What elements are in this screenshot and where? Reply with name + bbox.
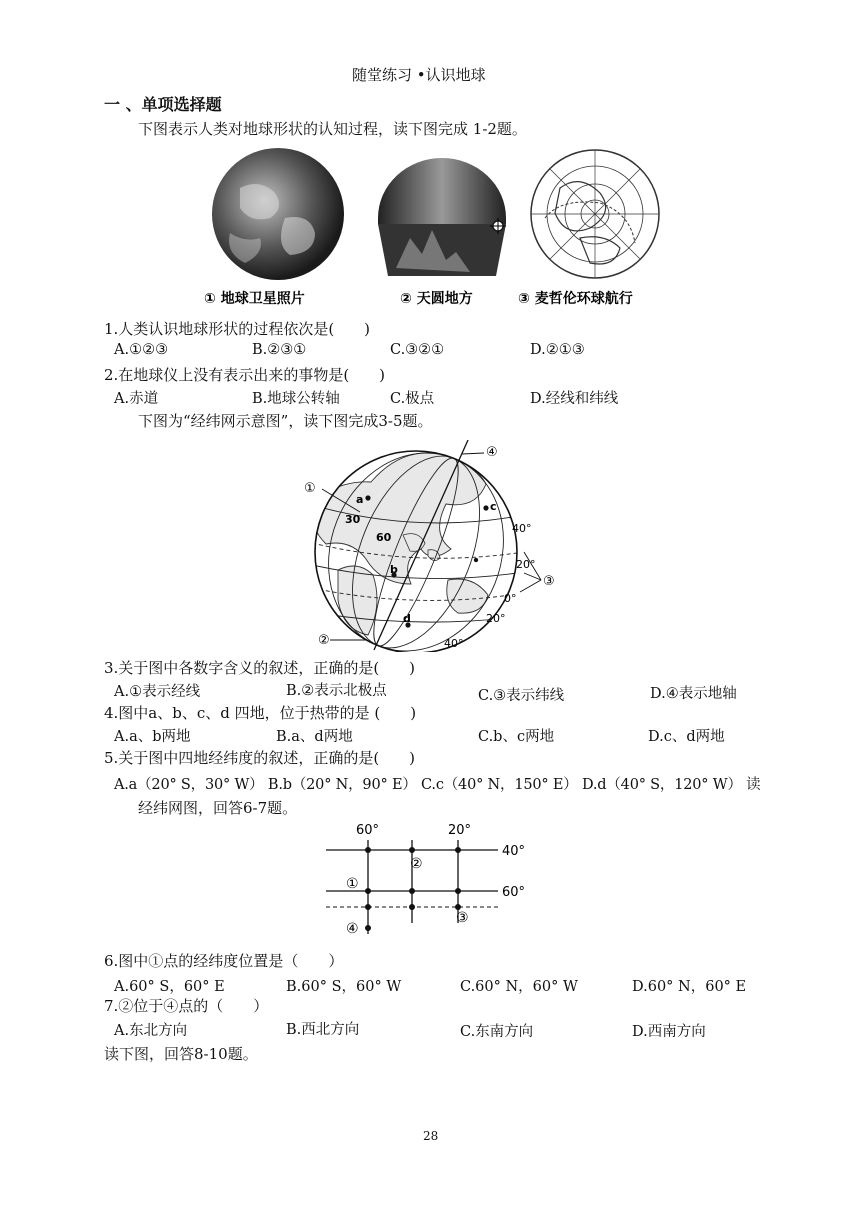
q6-option-d[interactable]: D.60° N，60° E — [632, 979, 747, 995]
globe-label-40n: 40° — [512, 522, 532, 535]
caption-3: ③ 麦哲伦环球航行 — [518, 291, 633, 307]
grid-point-1: ① — [346, 876, 359, 892]
q1-option-b[interactable]: B.②③① — [252, 342, 307, 358]
q2-option-a[interactable]: A.赤道 — [114, 391, 159, 407]
magellan-voyage-map-image — [531, 150, 659, 278]
grid-point-4: ④ — [346, 921, 359, 937]
q1-option-a[interactable]: A.①②③ — [114, 342, 169, 358]
q3-option-c[interactable]: C.③表示纬线 — [478, 688, 565, 704]
q6-stem: 6.图中①点的经纬度位置是（ ） — [104, 952, 344, 970]
globe-graticule-figure — [298, 440, 578, 652]
q7-option-c[interactable]: C.东南方向 — [460, 1024, 534, 1040]
point-c — [483, 505, 488, 510]
q1-option-c[interactable]: C.③②① — [390, 342, 445, 358]
q3-option-d[interactable]: D.④表示地轴 — [650, 686, 737, 702]
q3-option-b[interactable]: B.②表示北极点 — [286, 683, 387, 699]
q6-option-a[interactable]: A.60° S，60° E — [114, 979, 225, 995]
caption-1: ① 地球卫星照片 — [204, 291, 305, 307]
grid-label-lon20: 20° — [448, 823, 472, 838]
globe-label-d: d — [403, 612, 411, 625]
grid-label-lat40: 40° — [502, 844, 526, 859]
q5-continuation: 经纬网图，回答6-7题。 — [138, 799, 298, 817]
globe-label-20s: 20° — [486, 612, 506, 625]
globe-label-1: ① — [304, 481, 316, 496]
q4-stem: 4.图中a、b、c、d 四地，位于热带的是 ( ) — [104, 704, 417, 722]
q7-stem: 7.②位于④点的（ ） — [104, 997, 269, 1015]
q4-option-c[interactable]: C.b、c两地 — [478, 729, 555, 745]
q7-option-b[interactable]: B.西北方向 — [286, 1022, 360, 1038]
q6-option-b[interactable]: B.60° S，60° W — [286, 979, 402, 995]
point-a — [365, 495, 370, 500]
grid-point-2: ② — [410, 856, 423, 872]
q4-option-a[interactable]: A.a、b两地 — [114, 729, 191, 745]
q1-option-d[interactable]: D.②①③ — [530, 342, 585, 358]
lat-long-grid-figure — [322, 818, 532, 942]
caption-2: ② 天圆地方 — [400, 291, 473, 307]
section-heading: 一 、单项选择题 — [104, 95, 222, 114]
globe-label-3: ③ — [543, 574, 555, 589]
earth-shape-figure — [200, 148, 680, 313]
q3-stem: 3.关于图中各数字含义的叙述，正确的是( ) — [104, 659, 416, 677]
q4-option-b[interactable]: B.a、d两地 — [276, 729, 353, 745]
q7-option-a[interactable]: A.东北方向 — [114, 1023, 188, 1039]
q1-stem: 1.人类认识地球形状的过程依次是( ) — [104, 320, 371, 338]
globe-label-b: b — [390, 563, 398, 576]
grid-point-3: ③ — [456, 910, 469, 926]
intro-text-3: 读下图，回答8-10题。 — [104, 1045, 258, 1063]
grid-label-lon60: 60° — [356, 823, 380, 838]
page-number: 28 — [423, 1129, 439, 1143]
page-title: 随堂练习 •认识地球 — [352, 66, 486, 84]
q2-stem: 2.在地球仪上没有表示出来的事物是( ) — [104, 366, 386, 384]
globe-label-0: 0° — [504, 592, 517, 605]
globe-label-a: a — [356, 493, 364, 506]
globe-label-30: 30 — [345, 513, 361, 526]
globe-label-c: c — [490, 500, 497, 513]
grid-label-lat60: 60° — [502, 885, 526, 900]
q6-option-c[interactable]: C.60° N，60° W — [460, 979, 578, 995]
q2-option-c[interactable]: C.极点 — [390, 391, 435, 407]
intro-text-1: 下图表示人类对地球形状的认知过程，读下图完成 1-2题。 — [138, 120, 527, 138]
globe-label-4: ④ — [486, 445, 498, 460]
globe-label-2: ② — [318, 633, 330, 648]
q5-options[interactable]: A.a（20° S，30° W） B.b（20° N，90° E） C.c（40° N，150° E） D.d（40° S，120° W） 读 — [114, 777, 761, 793]
q7-option-d[interactable]: D.西南方向 — [632, 1024, 706, 1040]
q2-option-b[interactable]: B.地球公转轴 — [252, 391, 340, 407]
satellite-earth-image — [212, 148, 344, 280]
q2-option-d[interactable]: D.经线和纬线 — [530, 391, 619, 407]
intro-text-2: 下图为“经纬网示意图”，读下图完成3-5题。 — [138, 412, 433, 430]
q3-option-a[interactable]: A.①表示经线 — [114, 684, 201, 700]
q5-stem: 5.关于图中四地经纬度的叙述，正确的是( ) — [104, 749, 416, 767]
q4-option-d[interactable]: D.c、d两地 — [648, 729, 725, 745]
globe-label-60: 60 — [376, 531, 392, 544]
globe-label-20n: 20° — [516, 558, 536, 571]
round-sky-square-earth-image — [378, 158, 506, 276]
globe-label-40s: 40° — [444, 637, 464, 650]
